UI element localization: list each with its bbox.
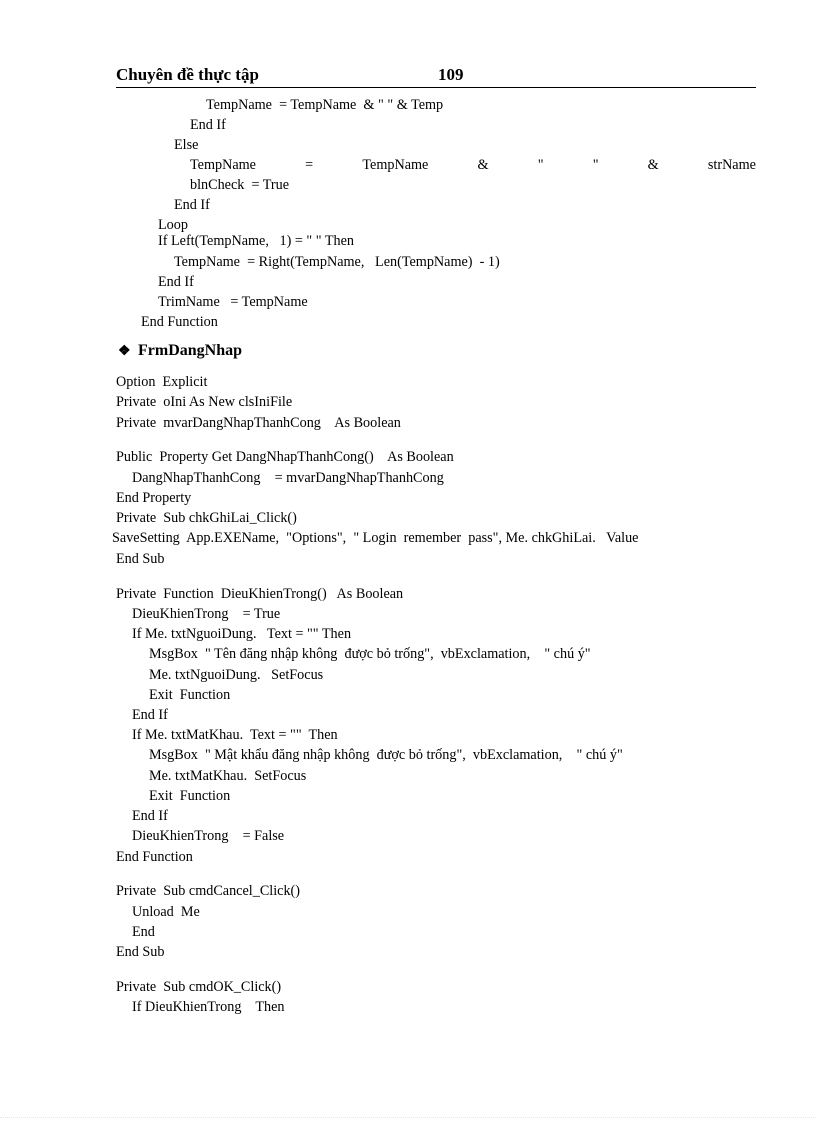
page-number: 109 <box>438 65 464 84</box>
diamond-bullet-icon: ❖ <box>118 344 131 359</box>
code-line: End If <box>132 808 168 824</box>
code-line: Private Function DieuKhienTrong() As Boolean <box>116 586 404 602</box>
code-line: End Function <box>141 314 218 330</box>
code-line: End <box>132 924 155 940</box>
page-header <box>116 65 756 88</box>
code-line: blnCheck = True <box>190 177 290 193</box>
code-line: If Me. txtNguoiDung. Text = "" Then <box>132 626 352 642</box>
code-line: DieuKhienTrong = True <box>132 606 281 622</box>
code-line: Else <box>174 137 199 153</box>
code-line: Exit Function <box>149 687 231 703</box>
code-token: = <box>305 157 314 173</box>
code-line: End If <box>190 117 226 133</box>
document-title: Chuyên đề thực tập <box>116 65 259 84</box>
page-bottom-divider <box>0 1117 816 1119</box>
code-token: strName <box>707 157 756 173</box>
code-line: TrimName = TempName <box>158 294 308 310</box>
code-line: If DieuKhienTrong Then <box>132 999 285 1015</box>
code-line: If Left(TempName, 1) = " " Then <box>158 233 354 249</box>
code-line: If Me. txtMatKhau. Text = "" Then <box>132 727 338 743</box>
code-line: Private Sub cmdOK_Click() <box>116 979 282 995</box>
code-line: MsgBox " Mật khẩu đăng nhập không được bỏ trống", vbExclamation, " chú ý" <box>149 747 623 763</box>
code-line-justified <box>190 157 756 173</box>
code-line: End If <box>158 274 194 290</box>
code-line: Exit Function <box>149 788 231 804</box>
code-line: Me. txtMatKhau. SetFocus <box>149 768 307 784</box>
code-line: Private Sub chkGhiLai_Click() <box>116 510 297 526</box>
code-line: Private oIni As New clsIniFile <box>116 394 293 410</box>
code-line: End If <box>174 197 210 213</box>
code-line: DangNhapThanhCong = mvarDangNhapThanhCong <box>132 470 444 486</box>
code-line: End Function <box>116 849 193 865</box>
code-token: TempName <box>362 157 429 173</box>
code-token: & <box>647 157 659 173</box>
code-line: Option Explicit <box>116 374 208 390</box>
code-line: End If <box>132 707 168 723</box>
code-line: TempName = Right(TempName, Len(TempName) - 1) <box>174 254 500 270</box>
code-token: & <box>477 157 489 173</box>
code-token: TempName <box>190 157 256 173</box>
code-token: " <box>592 157 599 173</box>
code-line: TempName = TempName & " " & Temp <box>206 97 444 113</box>
code-line: Private Sub cmdCancel_Click() <box>116 883 301 899</box>
code-line: Public Property Get DangNhapThanhCong() As Boolean <box>116 449 454 465</box>
code-line: Unload Me <box>132 904 200 920</box>
code-line: Loop <box>158 217 188 233</box>
code-line: SaveSetting App.EXEName, "Options", " Login remember pass", Me. chkGhiLai. Value <box>112 530 639 546</box>
code-line: DieuKhienTrong = False <box>132 828 285 844</box>
section-title: FrmDangNhap <box>138 342 243 359</box>
code-line: MsgBox " Tên đăng nhập không được bỏ trống", vbExclamation, " chú ý" <box>149 646 591 662</box>
section-heading <box>118 342 242 360</box>
code-line: Private mvarDangNhapThanhCong As Boolean <box>116 415 401 431</box>
code-line: End Sub <box>116 551 165 567</box>
code-token: " <box>537 157 544 173</box>
code-line: End Property <box>116 490 192 506</box>
code-line: Me. txtNguoiDung. SetFocus <box>149 667 324 683</box>
code-line: End Sub <box>116 944 165 960</box>
